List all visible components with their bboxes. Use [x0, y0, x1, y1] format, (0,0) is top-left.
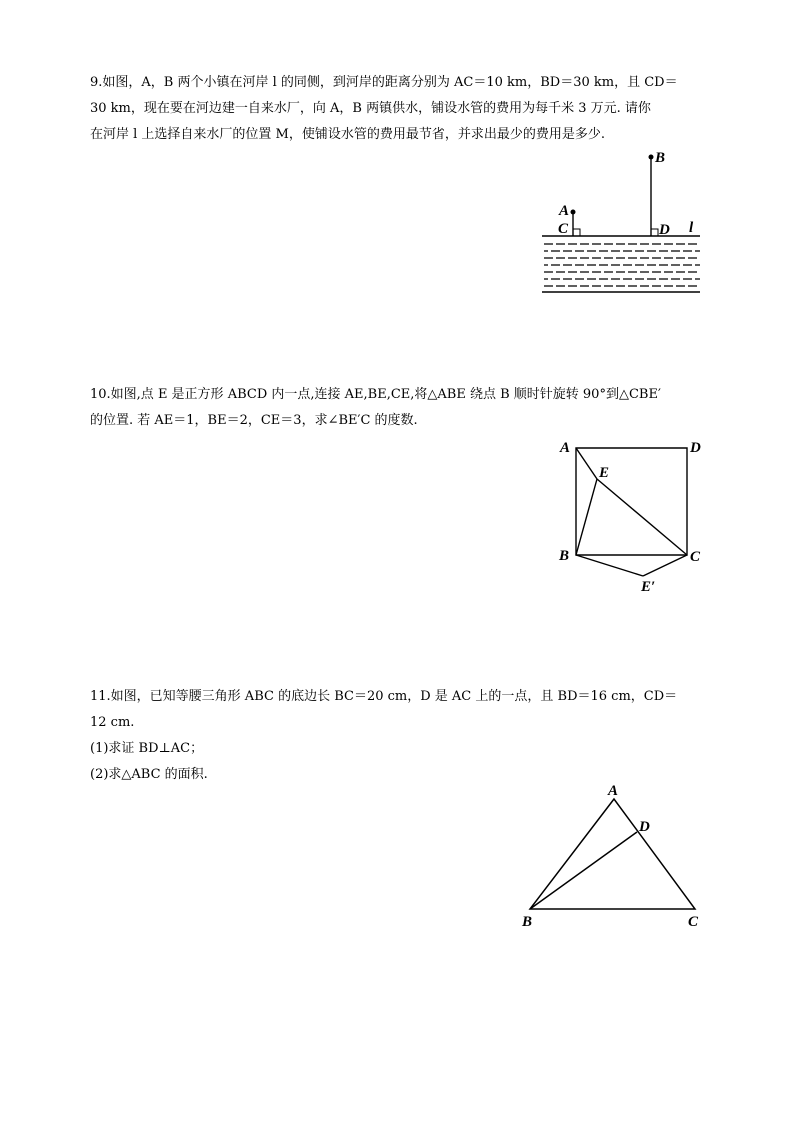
problem-10-figure — [555, 435, 715, 600]
problem-11-figure — [515, 775, 715, 935]
problem-11-line-1: 11.如图，已知等腰三角形 ABC 的底边长 BC＝20 cm，D 是 AC 上的一点，且 BD＝16 cm，CD＝ — [90, 689, 678, 704]
segment-ce — [597, 479, 687, 555]
label-d: D — [659, 222, 670, 238]
triangle-abc — [530, 799, 695, 909]
label-c: C — [690, 549, 701, 565]
label-l: l — [689, 220, 694, 236]
label-d: D — [690, 440, 701, 456]
problem-9 — [90, 70, 702, 148]
river-water — [544, 244, 700, 286]
label-e-prime: E′ — [641, 579, 656, 595]
label-e: E — [599, 465, 610, 481]
segment-be — [576, 479, 597, 555]
label-b: B — [655, 150, 666, 166]
problem-10-line-2: 的位置. 若 AE＝1，BE＝2，CE＝3，求∠BE′C 的度数. — [90, 413, 418, 428]
problem-11-line-4: (2)求△ABC 的面积. — [90, 767, 208, 782]
label-a: A — [559, 203, 570, 219]
right-angle-c — [573, 229, 580, 236]
label-c: C — [558, 221, 569, 237]
right-angle-d — [651, 229, 658, 236]
problem-9-line-3: 在河岸 l 上选择自来水厂的位置 M，使铺设水管的费用最节省，并求出最少的费用是多少. — [90, 127, 605, 142]
segment-bd — [530, 832, 637, 909]
segment-be-prime — [576, 555, 643, 576]
segment-ce-prime — [643, 555, 687, 576]
label-c: C — [688, 914, 699, 930]
problem-11-line-2: 12 cm. — [90, 715, 135, 730]
square-abcd — [576, 448, 687, 555]
label-a: A — [608, 783, 619, 799]
problem-10-line-1: 10.如图,点 E 是正方形 ABCD 内一点,连接 AE,BE,CE,将△ABE 绕点 B 顺时针旋转 90°到△CBE′ — [90, 387, 661, 402]
label-b: B — [522, 914, 533, 930]
label-a: A — [560, 440, 571, 456]
label-d: D — [639, 819, 650, 835]
problem-11-line-3: (1)求证 BD⊥AC； — [90, 741, 204, 756]
problem-10 — [90, 382, 702, 434]
problem-9-figure — [540, 145, 710, 300]
label-b: B — [559, 548, 570, 564]
problem-9-line-1: 9.如图，A，B 两个小镇在河岸 l 的同侧，到河岸的距离分别为 AC＝10 km，BD＝30 km，且 CD＝ — [90, 75, 678, 90]
segment-ae — [576, 448, 597, 479]
problem-9-line-2: 30 km，现在要在河边建一自来水厂，向 A，B 两镇供水，铺设水管的费用为每千米 3 万元. 请你 — [90, 101, 651, 116]
problem-11 — [90, 684, 702, 788]
